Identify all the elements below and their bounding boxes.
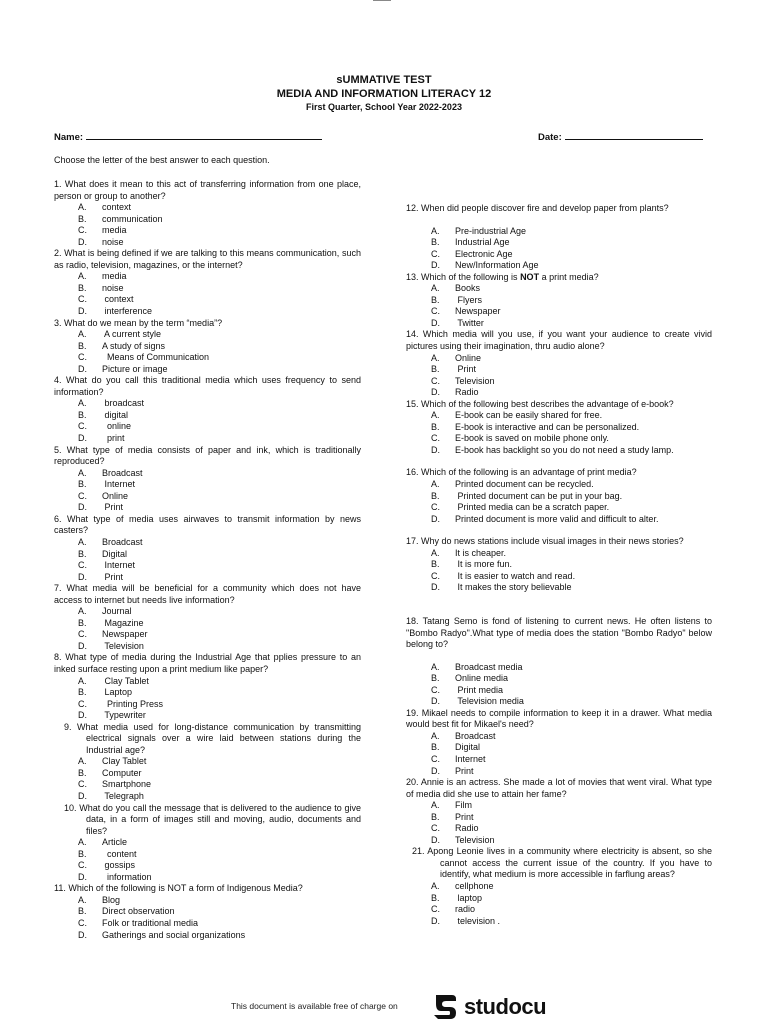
studocu-logo-text[interactable]: studocu (464, 994, 547, 1019)
question-6 (54, 514, 361, 583)
question-16 (406, 467, 712, 525)
option: D. Twitter (431, 317, 484, 328)
option: D. Print (431, 765, 474, 776)
footer (0, 990, 768, 1024)
option: A. Pre-industrial Age (431, 225, 527, 236)
question-text: 19. Mikael needs to compile information to keep it in a drawer. What media would best fit for Mikael's need? (406, 707, 712, 730)
question-1 (54, 179, 361, 248)
question-14 (406, 329, 712, 398)
option: C. Internet (78, 560, 136, 571)
question-18 (406, 616, 712, 708)
option: D. New/Information Age (431, 260, 539, 271)
option: B. digital (78, 409, 129, 420)
option: D. Print (78, 502, 124, 513)
option: B. Direct observation (78, 906, 175, 917)
option: A. Film (431, 800, 472, 811)
question-13 (406, 272, 712, 330)
option: D. Telegraph (78, 790, 144, 801)
left-column (54, 179, 361, 941)
question-20 (406, 777, 712, 846)
question-7 (54, 583, 361, 652)
question-text: 3. What do we mean by the term “media”? (54, 317, 223, 328)
question-text: 13. Which of the following is NOT a print media? (406, 271, 599, 282)
option: C. Radio (431, 823, 479, 834)
option: C. Internet (431, 753, 486, 764)
option: C. Printing Press (78, 698, 164, 709)
option: A. Article (78, 837, 128, 848)
name-field (54, 130, 322, 143)
option: C. context (78, 294, 134, 305)
option: C. radio (431, 904, 476, 915)
question-15 (406, 399, 712, 457)
option: B. noise (78, 282, 124, 293)
term-subtitle: First Quarter, School Year 2022-2023 (306, 102, 462, 112)
name-label: Name: (54, 132, 84, 143)
option: D. noise (78, 236, 124, 247)
question-text: 1. What does it mean to this act of transferring information from one place, person or group to another? (54, 179, 361, 201)
option: C. Print media (431, 684, 504, 695)
option: C. Means of Communication (78, 352, 210, 363)
question-5 (54, 445, 361, 514)
option: D. Television (78, 640, 144, 651)
question-text: 5. What type of media consists of paper and ink, which is traditionally reproduced? (54, 444, 361, 467)
option: A. Blog (78, 894, 121, 905)
option: B. Magazine (78, 617, 144, 628)
question-text: 11. Which of the following is NOT a form of Indigenous Media? (54, 883, 303, 894)
option: B. Digital (78, 548, 128, 559)
option: A. Journal (78, 606, 132, 617)
option: C. Smartphone (78, 779, 152, 790)
option: B. communication (78, 213, 163, 224)
question-2 (54, 248, 361, 317)
option: D. Television (431, 834, 495, 845)
question-text: 15. Which of the following best describes the advantage of e-book? (406, 398, 674, 409)
option: A. media (78, 271, 127, 282)
option: B. Industrial Age (431, 237, 510, 248)
question-3 (54, 318, 361, 376)
question-text: 21. Apong Leonie lives in a community where electricity is absent, so she cannot access the current issue of the country. If you have to identify, what medium is more accessible in farflung areas? (412, 846, 712, 880)
option: B. Laptop (78, 687, 133, 698)
option: D. Printed document is more valid and difficult to alter. (431, 513, 659, 524)
option: A. Broadcast (78, 467, 143, 478)
option: D. Radio (431, 387, 479, 398)
option: B. Print (431, 364, 477, 375)
question-8 (54, 652, 361, 721)
question-text: 7. What media will be beneficial for a community which does not have access to internet but needs live information? (54, 583, 361, 605)
option: D. Print (78, 571, 124, 582)
option: B. laptop (431, 892, 483, 903)
question-9 (54, 722, 361, 803)
option: C. Printed media can be a scratch paper. (431, 502, 610, 513)
option: A. A current style (78, 329, 162, 340)
question-12 (406, 203, 712, 272)
footer-text: This document is available free of charge on (231, 1001, 398, 1011)
option: A. context (78, 202, 132, 213)
date-label: Date: (538, 132, 562, 143)
date-blank-line (565, 130, 703, 140)
option: A. Printed document can be recycled. (431, 479, 594, 490)
option: A. Online (431, 352, 482, 363)
option: A. broadcast (78, 398, 145, 409)
option: B. Print (431, 811, 474, 822)
question-text: 9. What media used for long-distance communication by transmitting electrical signals over a wire laid between stations during the Industrial age? (64, 721, 361, 755)
date-field (538, 130, 703, 143)
option: D. print (78, 433, 125, 444)
page-top-mark (373, 0, 391, 1)
option: B. Flyers (431, 294, 482, 305)
question-4 (54, 375, 361, 444)
option: D. It makes the story believable (431, 582, 572, 593)
right-column (406, 203, 712, 927)
option: D. Television media (431, 696, 524, 707)
name-blank-line (86, 130, 322, 140)
question-text: 10. What do you call the message that is delivered to the audience to give data, in a form of images still and moving, audio, documents and files? (64, 802, 361, 836)
option: C. media (78, 225, 127, 236)
question-19 (406, 708, 712, 777)
option: D. E-book has backlight so you do not need a study lamp. (431, 444, 674, 455)
option: A. Broadcast media (431, 661, 523, 672)
option: B. Digital (431, 742, 481, 753)
option: C. online (78, 421, 132, 432)
studocu-logo-icon[interactable] (432, 993, 458, 1021)
option: D. television . (431, 915, 501, 926)
question-text: 17. Why do news stations include visual images in their news stories? (406, 536, 684, 547)
option: C. Online (78, 490, 129, 501)
option: A. cellphone (431, 880, 494, 891)
question-text: 16. Which of the following is an advantage of print media? (406, 467, 637, 478)
subject-title: MEDIA AND INFORMATION LITERACY 12 (276, 88, 492, 100)
instructions: Choose the letter of the best answer to each question. (54, 155, 270, 165)
question-21 (406, 846, 712, 927)
option: C. Television (431, 375, 495, 386)
question-11 (54, 883, 361, 941)
option: B. Computer (78, 767, 142, 778)
question-17 (406, 536, 712, 594)
question-text: 14. Which media will you use, if you want your audience to create vivid pictures using their imagination, thru audio alone? (406, 329, 712, 352)
option: A. Clay Tablet (78, 756, 147, 767)
test-title: sUMMATIVE TEST (336, 74, 432, 86)
option: D. interference (78, 306, 153, 317)
option: B. content (78, 848, 137, 859)
option: A. Broadcast (78, 536, 143, 547)
option: B. E-book is interactive and can be personalized. (431, 421, 640, 432)
option: C. Newspaper (431, 306, 501, 317)
option: C. Electronic Age (431, 248, 513, 259)
option: C. It is easier to watch and read. (431, 570, 576, 581)
question-text: 20. Annie is an actress. She made a lot of movies that went viral. What type of media did she use to attain her fame? (406, 777, 712, 799)
question-text: 4. What do you call this traditional media which uses frequency to send information? (54, 375, 361, 397)
question-text: 2. What is being defined if we are talking to this means communication, such as radio, television, magazines, or the internet? (54, 248, 361, 270)
option: D. Picture or image (78, 363, 168, 374)
option: B. It is more fun. (431, 559, 513, 570)
option: B. Printed document can be put in your bag. (431, 490, 623, 501)
option: C. E-book is saved on mobile phone only. (431, 433, 609, 444)
option: A. Clay Tablet (78, 675, 149, 686)
option: D. Gatherings and social organizations (78, 929, 246, 940)
question-text: 18. Tatang Semo is fond of listening to current news. He often listens to "Bombo Radyo".What type of media does the station "Bombo Radyo" below belong to? (406, 615, 712, 650)
option: B. Internet (78, 479, 136, 490)
option: A. It is cheaper. (431, 547, 507, 558)
option: C. Newspaper (78, 629, 148, 640)
question-text: 6. What type of media uses airwaves to transmit information by news casters? (54, 513, 361, 536)
option: B. Online media (431, 673, 509, 684)
question-text: 8. What type of media during the Industrial Age that pplies pressure to an inked surface resting upon a print medium like paper? (54, 652, 361, 674)
question-text: 12. When did people discover fire and develop paper from plants? (406, 203, 669, 213)
option: C. Folk or traditional media (78, 918, 199, 928)
option: D. information (78, 871, 152, 882)
option: C. gossips (78, 860, 136, 871)
option: D. Typewriter (78, 710, 146, 721)
option: A. E-book can be easily shared for free. (431, 410, 603, 421)
option: A. Books (431, 283, 481, 294)
option: B. A study of signs (78, 340, 166, 351)
question-10 (54, 803, 361, 884)
option: A. Broadcast (431, 730, 496, 741)
